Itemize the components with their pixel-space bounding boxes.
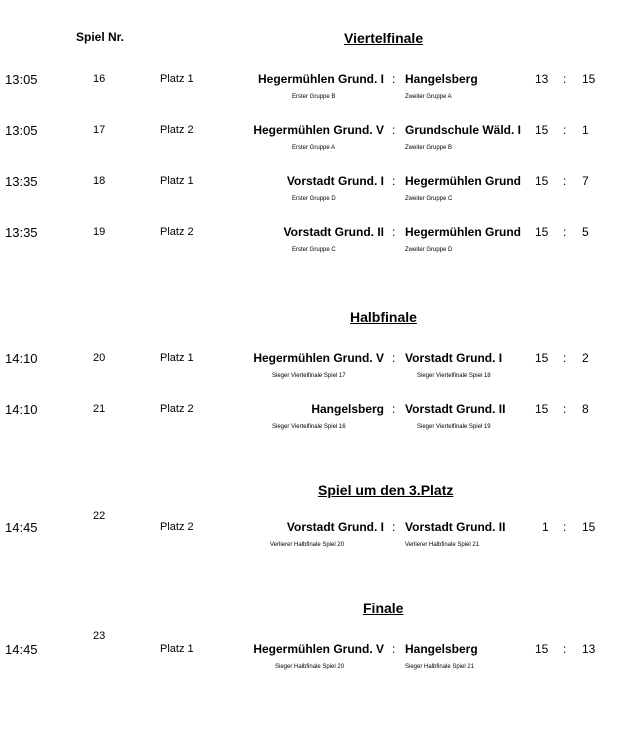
home-team-note: Erster Gruppe C	[292, 247, 336, 253]
team-separator: :	[392, 351, 396, 365]
away-team: Grundschule Wäld. I	[405, 123, 522, 137]
score-home: 15	[535, 225, 549, 239]
team-separator: :	[392, 402, 396, 416]
home-team: Hegermühlen Grund. V	[253, 642, 384, 656]
section-title-viertelfinale: Viertelfinale	[344, 30, 424, 46]
match-number: 18	[93, 175, 106, 187]
score-separator: :	[563, 642, 567, 656]
home-team: Hegermühlen Grund. I	[257, 72, 384, 86]
score-separator: :	[563, 225, 567, 239]
away-team: Hangelsberg	[405, 72, 478, 86]
away-team-note: Zweiter Gruppe D	[405, 247, 453, 253]
home-team-note: Sieger Viertelfinale Spiel 17	[272, 373, 346, 379]
match-number: 20	[93, 352, 106, 364]
away-team: Hegermühlen Grund	[405, 174, 522, 188]
away-team: Hegermühlen Grund	[405, 225, 522, 239]
match-field: Platz 2	[160, 521, 194, 533]
score-away: 15	[582, 520, 596, 534]
match-field: Platz 1	[160, 73, 194, 85]
home-team: Vorstadt Grund. I	[286, 174, 384, 188]
match-field: Platz 1	[160, 352, 194, 364]
score-separator: :	[563, 72, 567, 86]
match-time: 13:05	[5, 123, 38, 138]
away-team-note: Zweiter Gruppe B	[405, 145, 453, 151]
match-time: 13:35	[5, 225, 38, 240]
score-separator: :	[563, 520, 567, 534]
home-team-note: Erster Gruppe A	[292, 145, 336, 151]
score-away: 5	[582, 225, 589, 239]
section-title-third-place: Spiel um den 3.Platz	[318, 482, 454, 498]
home-team-note: Erster Gruppe D	[292, 196, 336, 202]
team-separator: :	[392, 225, 396, 239]
home-team: Vorstadt Grund. II	[283, 225, 384, 239]
score-home: 13	[535, 72, 549, 86]
score-separator: :	[563, 351, 567, 365]
away-team-note: Sieger Halbfinale Spiel 21	[405, 664, 475, 670]
away-team-note: Sieger Viertelfinale Spiel 18	[417, 373, 491, 379]
match-number: 16	[93, 73, 106, 85]
match-time: 14:45	[5, 520, 38, 535]
score-home: 15	[535, 351, 549, 365]
away-team: Vorstadt Grund. II	[405, 520, 506, 534]
match-number: 23	[93, 630, 106, 642]
score-home: 15	[535, 402, 549, 416]
team-separator: :	[392, 123, 396, 137]
home-team: Vorstadt Grund. I	[286, 520, 384, 534]
home-team-note: Verlierer Halbfinale Spiel 20	[270, 542, 345, 548]
score-separator: :	[563, 402, 567, 416]
score-away: 1	[582, 123, 589, 137]
team-separator: :	[392, 72, 396, 86]
match-number: 19	[93, 226, 106, 238]
score-separator: :	[563, 174, 567, 188]
column-header-spiel-nr: Spiel Nr.	[76, 30, 125, 44]
team-separator: :	[392, 642, 396, 656]
match-time: 13:35	[5, 174, 38, 189]
home-team: Hangelsberg	[311, 402, 384, 416]
match-field: Platz 1	[160, 643, 194, 655]
away-team-note: Verlierer Halbfinale Spiel 21	[405, 542, 480, 548]
score-away: 15	[582, 72, 596, 86]
match-time: 14:10	[5, 402, 38, 417]
score-home: 15	[535, 174, 549, 188]
match-field: Platz 2	[160, 403, 194, 415]
score-separator: :	[563, 123, 567, 137]
away-team-note: Zweiter Gruppe C	[405, 196, 453, 202]
score-home: 1	[542, 520, 549, 534]
away-team-note: Zweiter Gruppe A	[405, 94, 452, 100]
score-home: 15	[535, 123, 549, 137]
match-field: Platz 2	[160, 124, 194, 136]
score-away: 8	[582, 402, 589, 416]
match-number: 22	[93, 510, 106, 522]
match-number: 21	[93, 403, 106, 415]
home-team: Hegermühlen Grund. V	[253, 351, 384, 365]
section-title-halbfinale: Halbfinale	[350, 309, 417, 325]
score-home: 15	[535, 642, 549, 656]
away-team-note: Sieger Viertelfinale Spiel 19	[417, 424, 491, 430]
team-separator: :	[392, 520, 396, 534]
team-separator: :	[392, 174, 396, 188]
away-team: Vorstadt Grund. I	[405, 351, 503, 365]
match-number: 17	[93, 124, 106, 136]
score-away: 2	[582, 351, 589, 365]
home-team-note: Sieger Viertelfinale Spiel 16	[272, 424, 346, 430]
match-field: Platz 2	[160, 226, 194, 238]
match-field: Platz 1	[160, 175, 194, 187]
match-time: 13:05	[5, 72, 38, 87]
score-away: 7	[582, 174, 589, 188]
match-time: 14:45	[5, 642, 38, 657]
home-team-note: Erster Gruppe B	[292, 94, 336, 100]
away-team: Vorstadt Grund. II	[405, 402, 506, 416]
section-title-finale: Finale	[363, 600, 404, 616]
score-away: 13	[582, 642, 596, 656]
away-team: Hangelsberg	[405, 642, 478, 656]
home-team-note: Sieger Halbfinale Spiel 20	[275, 664, 345, 670]
home-team: Hegermühlen Grund. V	[253, 123, 384, 137]
match-time: 14:10	[5, 351, 38, 366]
